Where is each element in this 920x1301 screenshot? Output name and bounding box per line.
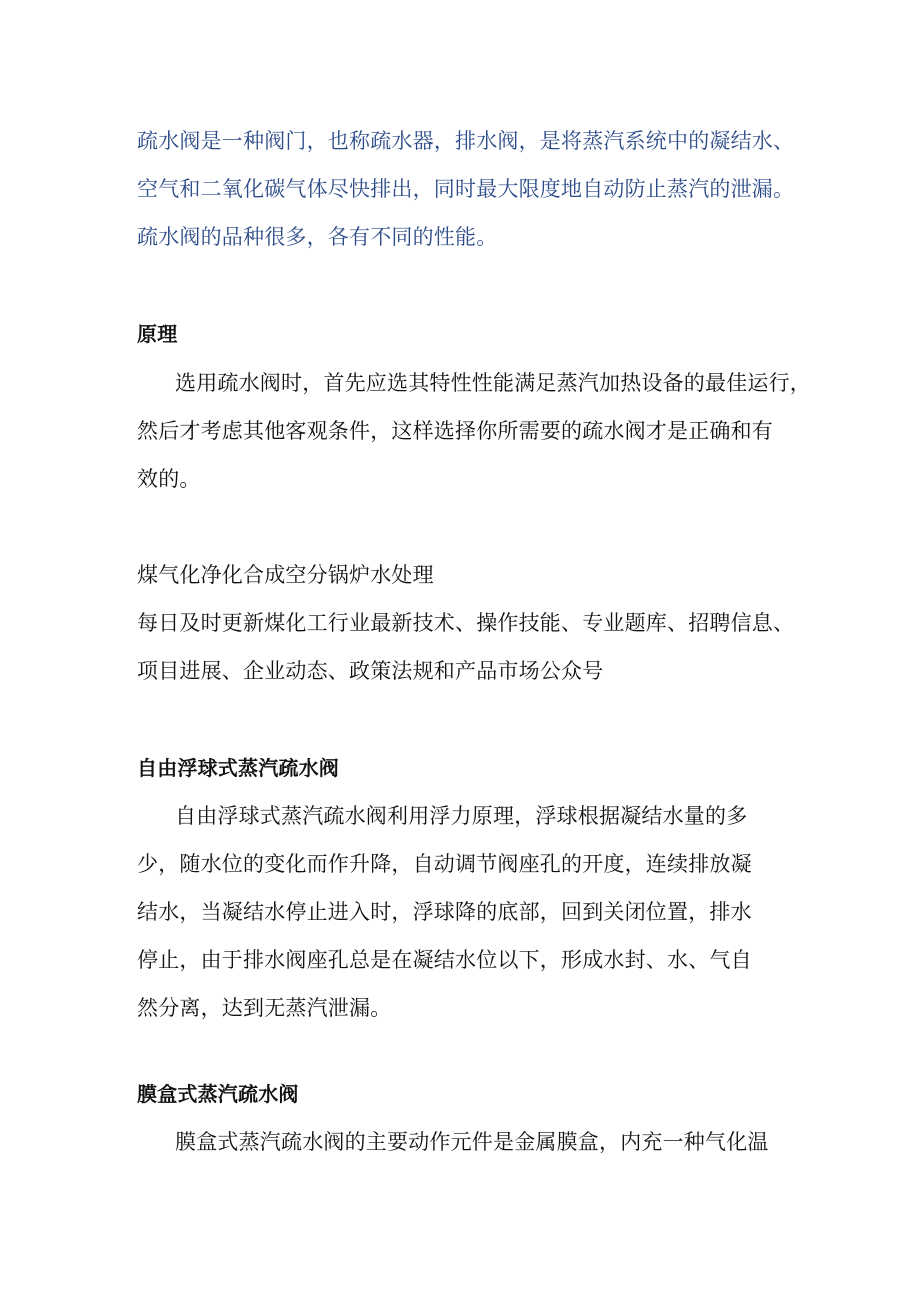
float-trap-line-1: 自由浮球式蒸汽疏水阀利用浮力原理，浮球根据凝结水量的多 — [175, 804, 748, 828]
principle-heading: 原理 — [137, 322, 178, 346]
float-trap-heading: 自由浮球式蒸汽疏水阀 — [137, 756, 339, 780]
principle-line-3: 效的。 — [137, 467, 201, 491]
intro-line-2: 空气和二氧化碳气体尽快排出，同时最大限度地自动防止蒸汽的泄漏。 — [137, 177, 795, 201]
float-trap-line-5: 然分离，达到无蒸汽泄漏。 — [137, 996, 392, 1020]
intro-line-1: 疏水阀是一种阀门，也称疏水器，排水阀，是将蒸汽系统中的凝结水、 — [137, 129, 795, 153]
principle-line-2: 然后才考虑其他客观条件，这样选择你所需要的疏水阀才是正确和有 — [137, 419, 773, 443]
float-trap-line-2: 少，随水位的变化而作升降，自动调节阀座孔的开度，连续排放凝 — [137, 852, 752, 876]
capsule-trap-line-1: 膜盒式蒸汽疏水阀的主要动作元件是金属膜盒，内充一种气化温 — [175, 1130, 769, 1154]
promo-line-2: 每日及时更新煤化工行业最新技术、操作技能、专业题库、招聘信息、 — [137, 611, 795, 635]
promo-line-1: 煤气化净化合成空分锅炉水处理 — [137, 563, 434, 587]
principle-line-1: 选用疏水阀时，首先应选其特性性能满足蒸汽加热设备的最佳运行， — [175, 371, 811, 395]
float-trap-line-3: 结水，当凝结水停止进入时，浮球降的底部，回到关闭位置，排水 — [137, 900, 752, 924]
float-trap-line-4: 停止，由于排水阀座孔总是在凝结水位以下，形成水封、水、气自 — [137, 948, 752, 972]
capsule-trap-heading: 膜盒式蒸汽疏水阀 — [137, 1082, 299, 1106]
promo-line-3: 项目进展、企业动态、政策法规和产品市场公众号 — [137, 659, 604, 683]
intro-line-3: 疏水阀的品种很多，各有不同的性能。 — [137, 225, 498, 249]
